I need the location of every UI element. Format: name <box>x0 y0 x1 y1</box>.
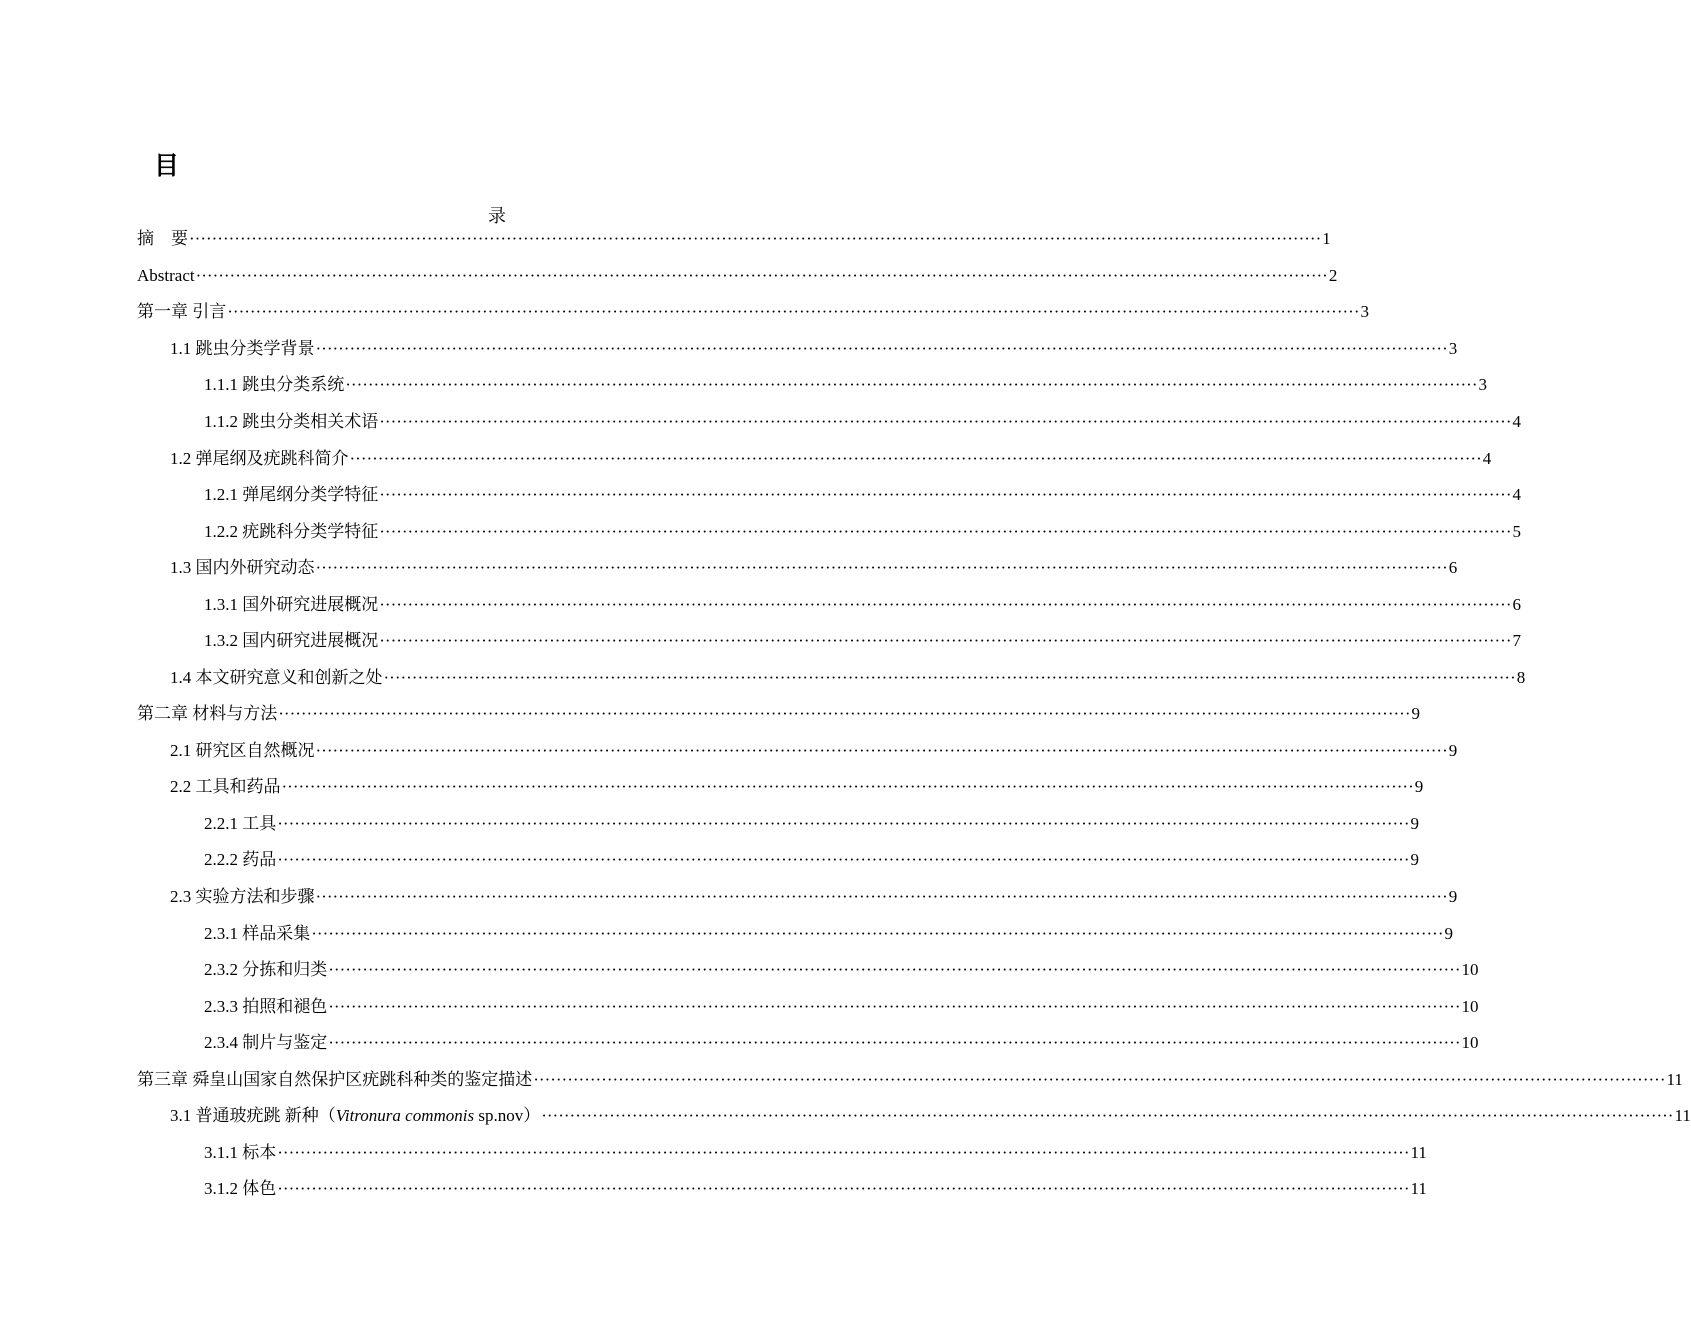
toc-entry-label: 1.2.2 疣跳科分类学特征 <box>204 522 379 541</box>
leader-dots: ········································································································································································································ <box>311 924 1444 943</box>
toc-entry[interactable] <box>204 843 1419 871</box>
toc-title-part1: 目 <box>154 151 180 180</box>
leader-dots: ········································································································································································································ <box>379 631 1512 650</box>
toc-entry-page: 4 <box>1512 485 1521 504</box>
toc-entry[interactable] <box>204 990 1479 1018</box>
toc-entry[interactable] <box>204 515 1521 543</box>
leader-dots: ········································································································································································································ <box>195 266 1328 285</box>
toc-entry-page: 11 <box>1410 1179 1427 1198</box>
toc-entry-label: 2.2.1 工具 <box>204 814 277 833</box>
toc-entry-page: 10 <box>1461 997 1479 1016</box>
toc-entry-page: 6 <box>1512 595 1521 614</box>
toc-entry-page: 1 <box>1322 229 1331 248</box>
leader-dots: ········································································································································································································ <box>383 668 1516 687</box>
toc-entry-label <box>170 1105 540 1127</box>
toc-title-part2: 录 <box>488 206 506 226</box>
toc-entry-label: 2.3 实验方法和步骤 <box>170 887 315 906</box>
toc-entry-page: 8 <box>1516 668 1526 687</box>
toc-entry-page: 11 <box>1410 1143 1427 1162</box>
toc-entry[interactable] <box>204 405 1521 433</box>
toc-entry[interactable] <box>204 953 1479 981</box>
toc-entry-label: 3.1.1 标本 <box>204 1143 277 1162</box>
toc-entry[interactable] <box>137 259 1338 287</box>
toc-entry[interactable] <box>204 588 1521 616</box>
toc-entry-page: 11 <box>1674 1106 1691 1125</box>
toc-entry-label: 第三章 舜皇山国家自然保护区疣跳科种类的鉴定描述 <box>137 1070 533 1089</box>
toc-entry[interactable] <box>170 770 1424 798</box>
toc-entry[interactable] <box>170 332 1458 360</box>
toc-entry[interactable] <box>170 880 1458 908</box>
leader-dots: ········································································································································································································ <box>281 777 1414 796</box>
toc-entry[interactable] <box>204 478 1521 506</box>
toc-entry-page: 9 <box>1410 850 1419 869</box>
toc-entry-page: 9 <box>1448 741 1458 760</box>
toc-entry-label-post: sp.nov） <box>474 1106 541 1125</box>
leader-dots: ········································································································································································································ <box>328 997 1461 1016</box>
leader-dots: ········································································································································································································ <box>277 1179 1410 1198</box>
toc-entry-label: 2.3.2 分拣和归类 <box>204 960 328 979</box>
toc-entry-label: 1.2 弹尾纲及疣跳科简介 <box>170 449 349 468</box>
toc-entry[interactable] <box>137 1063 1683 1091</box>
toc-entry-label-pre: 3.1 普通玻疣跳 新种（ <box>170 1106 336 1125</box>
toc-entry-page: 4 <box>1512 412 1521 431</box>
leader-dots: ········································································································································································································ <box>349 449 1482 468</box>
toc-entry-label: 2.1 研究区自然概况 <box>170 741 315 760</box>
toc-entry-page: 9 <box>1410 814 1419 833</box>
toc-entry-label: 2.3.4 制片与鉴定 <box>204 1033 328 1052</box>
leader-dots: ········································································································································································································ <box>315 887 1448 906</box>
leader-dots: ········································································································································································································ <box>541 1106 1674 1125</box>
leader-dots: ········································································································································································································ <box>277 850 1410 869</box>
leader-dots: ········································································································································································································ <box>328 1033 1461 1052</box>
toc-entry[interactable] <box>204 1026 1479 1054</box>
toc-entry-page: 5 <box>1512 522 1521 541</box>
leader-dots: ········································································································································································································ <box>277 1143 1410 1162</box>
toc-entry-label: 1.4 本文研究意义和创新之处 <box>170 668 383 687</box>
leader-dots: ········································································································································································································ <box>345 375 1478 394</box>
toc-entry-label: 第一章 引言 <box>137 302 227 321</box>
toc-entry[interactable] <box>170 734 1458 762</box>
toc-entry-page: 9 <box>1414 777 1424 796</box>
leader-dots: ········································································································································································································ <box>189 229 1322 248</box>
toc-entry-label: 第二章 材料与方法 <box>137 704 278 723</box>
toc-entry-label: 3.1.2 体色 <box>204 1179 277 1198</box>
toc-entry-page: 6 <box>1448 558 1458 577</box>
toc-entry[interactable] <box>204 1172 1427 1200</box>
leader-dots: ········································································································································································································ <box>277 814 1410 833</box>
toc-entry[interactable] <box>137 697 1420 725</box>
toc-entry-label: 2.2.2 药品 <box>204 850 277 869</box>
leader-dots: ········································································································································································································ <box>379 522 1512 541</box>
toc-entry-label: 1.3.2 国内研究进展概况 <box>204 631 379 650</box>
toc-entry-page: 10 <box>1461 1033 1479 1052</box>
toc-entry[interactable] <box>204 368 1487 396</box>
toc-entry-label: 1.3 国内外研究动态 <box>170 558 315 577</box>
toc-entry-label: 1.3.1 国外研究进展概况 <box>204 595 379 614</box>
toc-entry-label: Abstract <box>137 266 195 285</box>
leader-dots: ········································································································································································································ <box>379 412 1512 431</box>
toc-entry-page: 4 <box>1482 449 1492 468</box>
leader-dots: ········································································································································································································ <box>328 960 1461 979</box>
leader-dots: ········································································································································································································ <box>315 558 1448 577</box>
toc-entry[interactable] <box>170 442 1492 470</box>
leader-dots: ········································································································································································································ <box>315 339 1448 358</box>
leader-dots: ········································································································································································································ <box>379 595 1512 614</box>
toc-entry-label: 2.3.1 样品采集 <box>204 924 311 943</box>
species-name: Vitronura commonis <box>335 1106 475 1125</box>
toc-entry-page: 10 <box>1461 960 1479 979</box>
toc-entry[interactable] <box>137 222 1331 250</box>
toc-entry-page: 2 <box>1328 266 1338 285</box>
toc-entry-page: 3 <box>1360 302 1369 321</box>
toc-entry[interactable] <box>204 1136 1427 1164</box>
toc-entry-page: 7 <box>1512 631 1521 650</box>
toc-entry-label: 1.2.1 弹尾纲分类学特征 <box>204 485 379 504</box>
toc-entry-page: 9 <box>1448 887 1458 906</box>
toc-entry-page: 11 <box>1666 1070 1683 1089</box>
toc-entry-label: 1.1 跳虫分类学背景 <box>170 339 315 358</box>
toc-entry[interactable] <box>170 661 1526 689</box>
leader-dots: ········································································································································································································ <box>379 485 1512 504</box>
toc-entry[interactable] <box>204 624 1521 652</box>
toc-entry[interactable] <box>204 807 1419 835</box>
toc-entry-page: 9 <box>1444 924 1453 943</box>
toc-entry-label: 1.1.2 跳虫分类相关术语 <box>204 412 379 431</box>
toc-entry[interactable] <box>170 551 1458 579</box>
toc-entry-label: 1.1.1 跳虫分类系统 <box>204 375 345 394</box>
toc-entry-page: 3 <box>1478 375 1487 394</box>
toc-entry[interactable] <box>170 1099 1691 1127</box>
leader-dots: ········································································································································································································ <box>227 302 1360 321</box>
toc-entry-page: 3 <box>1448 339 1458 358</box>
toc-entry[interactable] <box>137 295 1369 323</box>
toc-entry-label: 2.2 工具和药品 <box>170 777 281 796</box>
toc-entry-label: 2.3.3 拍照和褪色 <box>204 997 328 1016</box>
toc-entry-page: 9 <box>1411 704 1420 723</box>
leader-dots: ········································································································································································································ <box>533 1070 1666 1089</box>
leader-dots: ········································································································································································································ <box>315 741 1448 760</box>
toc-entry-label: 摘 要 <box>137 229 188 248</box>
leader-dots: ········································································································································································································ <box>278 704 1411 723</box>
toc-entry[interactable] <box>204 917 1453 945</box>
